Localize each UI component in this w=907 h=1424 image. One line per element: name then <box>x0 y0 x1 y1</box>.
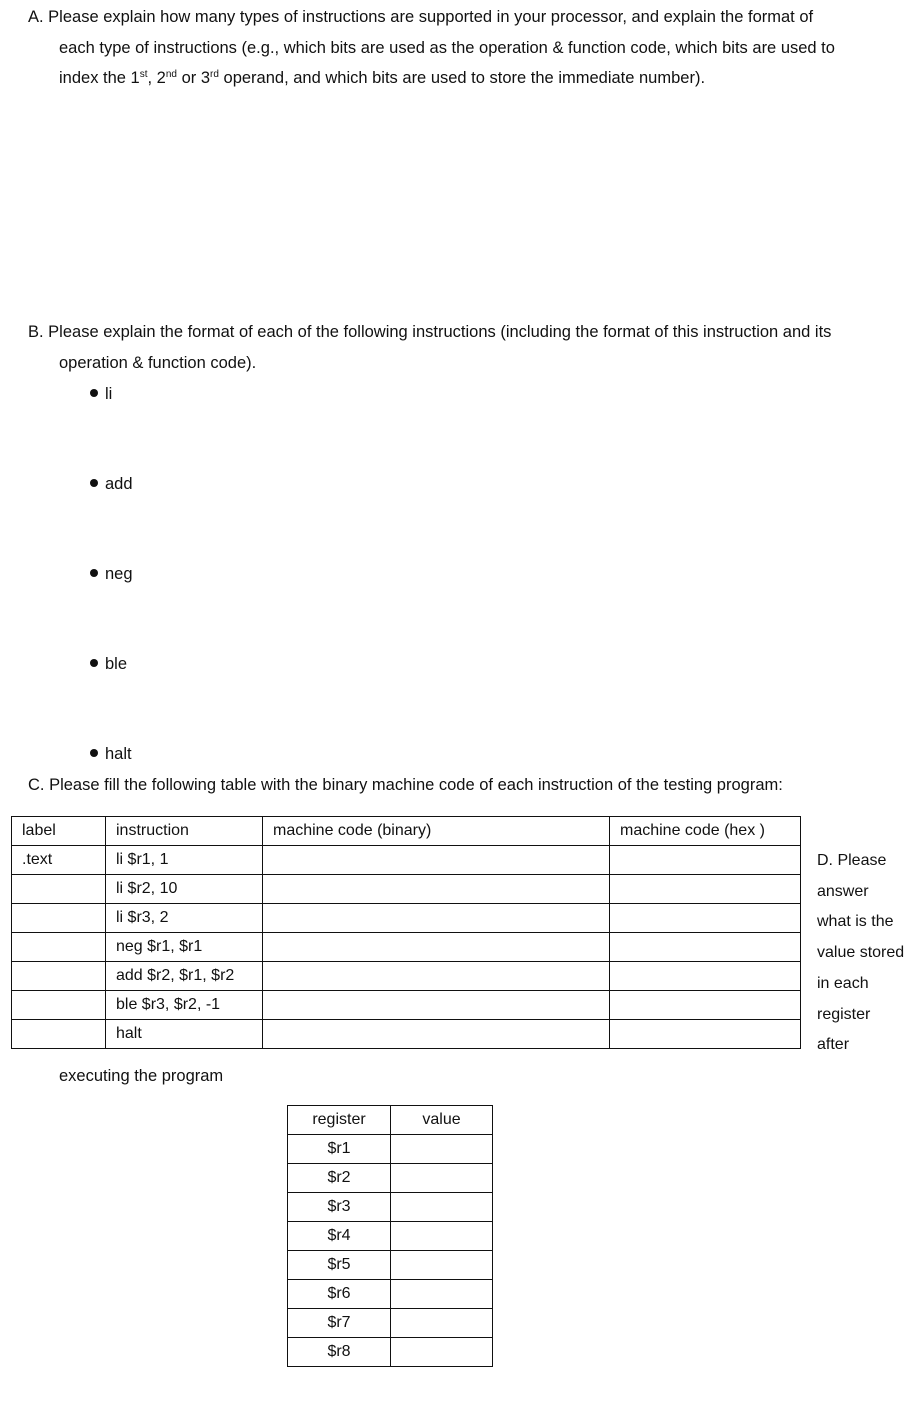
register-cell: $r4 <box>288 1222 391 1251</box>
instruction-cell: li $r2, 10 <box>106 875 263 904</box>
section-c-heading: C. Please fill the following table with the binary machine code of each instruction of the testing program: <box>28 776 783 794</box>
instruction-cell: neg $r1, $r1 <box>106 933 263 962</box>
section-a-text: , 2 <box>147 69 166 87</box>
instruction-cell: add $r2, $r1, $r2 <box>106 962 263 991</box>
section-d-line: value stored <box>817 944 905 962</box>
bullet-label: li <box>105 385 113 403</box>
hex-cell[interactable] <box>610 962 801 991</box>
section-a-text: or 3 <box>177 69 211 87</box>
hex-cell[interactable] <box>610 846 801 875</box>
value-cell[interactable] <box>391 1164 493 1193</box>
hex-cell[interactable] <box>610 875 801 904</box>
section-d-line: after <box>817 1036 850 1054</box>
section-b-line-1: B. Please explain the format of each of the following instructions (including the format of this instruction and its <box>28 323 832 341</box>
superscript: nd <box>165 69 177 80</box>
table-row <box>288 1338 493 1367</box>
bullet-label: add <box>105 475 133 493</box>
value-cell[interactable] <box>391 1309 493 1338</box>
section-d-line: D. Please <box>817 852 887 869</box>
section-a-text: index the 1 <box>59 69 140 87</box>
label-cell <box>12 1020 106 1049</box>
section-d-text <box>817 846 904 1061</box>
superscript: st <box>139 69 148 80</box>
label-cell <box>12 904 106 933</box>
header-machine-code-hex: machine code (hex ) <box>610 817 801 846</box>
binary-cell[interactable] <box>263 933 610 962</box>
label-cell: .text <box>12 846 106 875</box>
bullet-add <box>90 475 133 494</box>
superscript: rd <box>210 69 219 80</box>
value-cell[interactable] <box>391 1222 493 1251</box>
register-cell: $r1 <box>288 1135 391 1164</box>
bullet-dot-icon <box>90 749 98 757</box>
hex-cell[interactable] <box>610 1020 801 1049</box>
section-d-line: register <box>817 1005 871 1023</box>
table-row <box>12 962 801 991</box>
table-row <box>288 1280 493 1309</box>
instruction-cell: ble $r3, $r2, -1 <box>106 991 263 1020</box>
value-cell[interactable] <box>391 1135 493 1164</box>
machine-code-table <box>11 816 801 1049</box>
label-cell <box>12 875 106 904</box>
table-row <box>12 933 801 962</box>
label-cell <box>12 933 106 962</box>
table-row <box>288 1164 493 1193</box>
section-d-line: what is the <box>817 913 894 931</box>
bullet-label: ble <box>105 655 128 673</box>
hex-cell[interactable] <box>610 904 801 933</box>
bullet-dot-icon <box>90 389 98 397</box>
hex-cell[interactable] <box>610 933 801 962</box>
register-cell: $r3 <box>288 1193 391 1222</box>
value-cell[interactable] <box>391 1338 493 1367</box>
table-row <box>288 1251 493 1280</box>
bullet-dot-icon <box>90 569 98 577</box>
binary-cell[interactable] <box>263 962 610 991</box>
value-cell[interactable] <box>391 1251 493 1280</box>
table-row <box>12 875 801 904</box>
section-a-line-2: each type of instructions (e.g., which bits are used as the operation & function code, which bits are used to <box>59 39 835 57</box>
header-value: value <box>391 1106 493 1135</box>
table-header-row <box>12 817 801 846</box>
section-d-continuation: executing the program <box>59 1067 224 1085</box>
instruction-cell: halt <box>106 1020 263 1049</box>
bullet-neg <box>90 565 133 584</box>
table-row <box>288 1135 493 1164</box>
table-row <box>12 1020 801 1049</box>
table-row <box>12 991 801 1020</box>
bullet-dot-icon <box>90 659 98 667</box>
value-cell[interactable] <box>391 1280 493 1309</box>
section-d-line: in each <box>817 974 869 992</box>
bullet-label: neg <box>105 565 133 583</box>
table-header-row <box>288 1106 493 1135</box>
header-machine-code-binary: machine code (binary) <box>263 817 610 846</box>
register-cell: $r6 <box>288 1280 391 1309</box>
register-cell: $r2 <box>288 1164 391 1193</box>
binary-cell[interactable] <box>263 1020 610 1049</box>
bullet-halt <box>90 745 132 764</box>
header-register: register <box>288 1106 391 1135</box>
header-instruction: instruction <box>106 817 263 846</box>
hex-cell[interactable] <box>610 991 801 1020</box>
table-row <box>12 904 801 933</box>
label-cell <box>12 962 106 991</box>
binary-cell[interactable] <box>263 875 610 904</box>
table-row <box>288 1222 493 1251</box>
header-label: label <box>12 817 106 846</box>
register-cell: $r7 <box>288 1309 391 1338</box>
register-cell: $r5 <box>288 1251 391 1280</box>
bullet-ble <box>90 655 127 674</box>
section-a-line-1: A. Please explain how many types of instructions are supported in your processor, and explain the format of <box>28 8 814 26</box>
table-row <box>288 1309 493 1338</box>
value-cell[interactable] <box>391 1193 493 1222</box>
register-cell: $r8 <box>288 1338 391 1367</box>
instruction-cell: li $r3, 2 <box>106 904 263 933</box>
section-d-line: answer <box>817 882 869 900</box>
register-table <box>287 1105 493 1367</box>
table-row <box>12 846 801 875</box>
bullet-label: halt <box>105 745 132 763</box>
instruction-cell: li $r1, 1 <box>106 846 263 875</box>
binary-cell[interactable] <box>263 904 610 933</box>
table-row <box>288 1193 493 1222</box>
binary-cell[interactable] <box>263 846 610 875</box>
section-a-line-3 <box>59 69 705 88</box>
section-b-line-2: operation & function code). <box>59 354 257 372</box>
bullet-li <box>90 385 112 404</box>
binary-cell[interactable] <box>263 991 610 1020</box>
label-cell <box>12 991 106 1020</box>
bullet-dot-icon <box>90 479 98 487</box>
section-a-text: operand, and which bits are used to store the immediate number). <box>218 69 706 87</box>
